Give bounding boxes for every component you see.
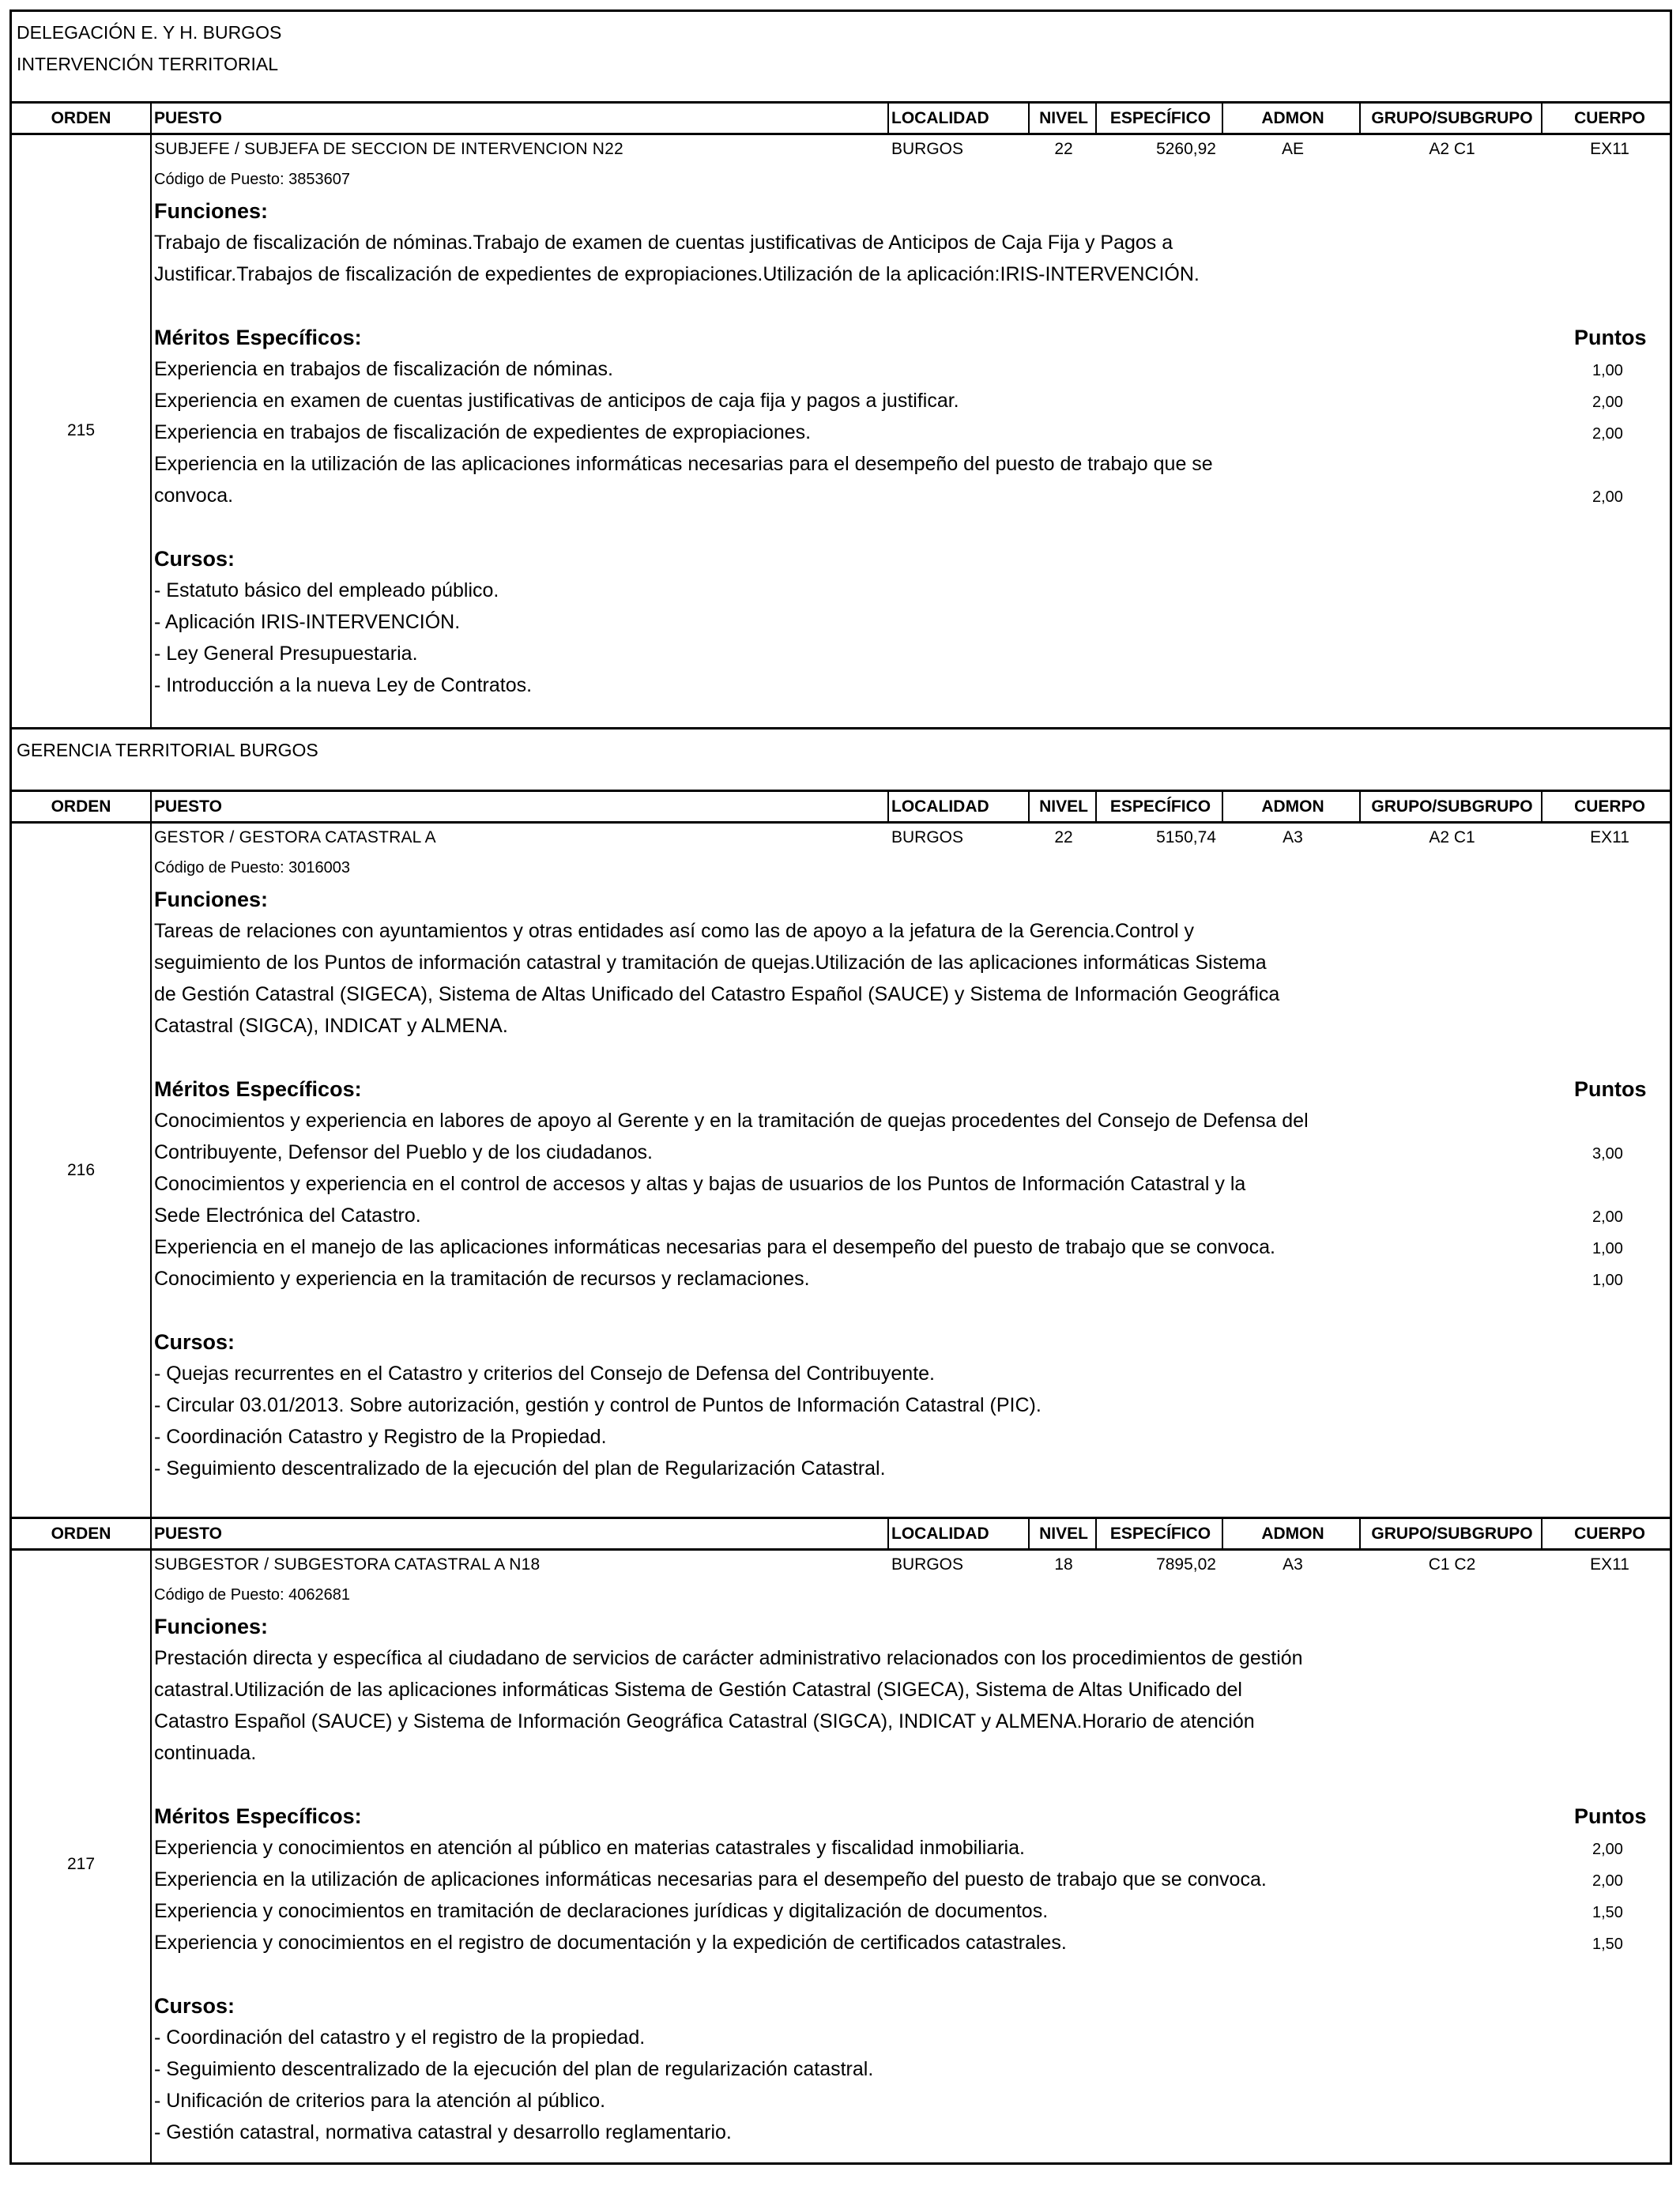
merito-text: Experiencia en trabajos de fiscalización de expedientes de expropiaciones.	[154, 421, 812, 443]
merito-line	[154, 1263, 1656, 1295]
unit-line: GERENCIA TERRITORIAL BURGOS	[17, 740, 318, 760]
merito-text: Sede Electrónica del Catastro.	[154, 1204, 421, 1227]
nivel: 18	[1054, 1555, 1073, 1574]
column-header-row	[12, 792, 1670, 824]
col-grupo: GRUPO/SUBGRUPO	[1371, 109, 1533, 127]
merito-line	[154, 1200, 1656, 1231]
cursos-title: Cursos:	[154, 1994, 235, 2018]
column-header-row	[12, 104, 1670, 135]
merito-line	[154, 353, 1656, 385]
puntos-label: Puntos	[1574, 1077, 1647, 1101]
merito-puntos: 2,00	[1592, 425, 1623, 443]
merito-line	[154, 1137, 1656, 1168]
merito-puntos: 2,00	[1592, 1208, 1623, 1226]
col-nivel: NIVEL	[1039, 797, 1088, 816]
unit-line: DELEGACIÓN E. Y H. BURGOS	[17, 22, 282, 43]
admon: A3	[1283, 1555, 1303, 1574]
codigo-puesto: Código de Puesto: 4062681	[154, 1586, 350, 1604]
orden-number: 215	[66, 421, 96, 439]
curso-line: - Ley General Presupuestaria.	[154, 643, 418, 665]
curso-line: - Aplicación IRIS-INTERVENCIÓN.	[154, 611, 461, 633]
grupo-subgrupo: C1 C2	[1428, 1555, 1476, 1574]
admon: AE	[1281, 140, 1304, 158]
cuerpo: EX11	[1590, 828, 1629, 846]
funciones-title: Funciones:	[154, 888, 269, 911]
grupo-subgrupo: A2 C1	[1429, 828, 1475, 846]
meritos-title	[154, 322, 1656, 353]
meritos-title	[154, 1073, 1656, 1105]
col-puesto: PUESTO	[154, 109, 222, 127]
funciones-title: Funciones:	[154, 1615, 269, 1638]
merito-line	[154, 1832, 1656, 1864]
curso-line: - Seguimiento descentralizado de la ejecución del plan de Regularización Catastral.	[154, 1457, 886, 1480]
merito-text: Experiencia en trabajos de fiscalización de nóminas.	[154, 358, 613, 380]
cuerpo: EX11	[1590, 140, 1629, 158]
funciones-line: Prestación directa y específica al ciudadano de servicios de carácter administrativo relacionados con los procedimientos de gestión	[154, 1647, 1303, 1669]
nivel: 22	[1054, 140, 1073, 158]
merito-text: Experiencia en el manejo de las aplicaciones informáticas necesarias para el desempeño del puesto de trabajo que se convoca.	[154, 1236, 1275, 1258]
cursos-title: Cursos:	[154, 547, 235, 571]
merito-text: Experiencia en la utilización de aplicaciones informáticas necesarias para el desempeño del puesto de trabajo que se convoca.	[154, 1868, 1267, 1891]
col-admon: ADMON	[1261, 797, 1324, 816]
merito-text: convoca.	[154, 484, 234, 507]
funciones-line: Justificar.Trabajos de fiscalización de expedientes de expropiaciones.Utilización de la aplicación:IRIS-INTERVENCIÓN.	[154, 263, 1200, 285]
curso-line: - Gestión catastral, normativa catastral y desarrollo reglamentario.	[154, 2121, 732, 2143]
merito-line	[154, 1105, 1656, 1137]
cuerpo: EX11	[1590, 1555, 1629, 1574]
merito-puntos: 1,50	[1592, 1904, 1623, 1921]
meritos-label: Méritos Específicos:	[154, 1077, 362, 1101]
especifico: 5260,92	[1156, 140, 1216, 158]
puesto-content	[154, 1551, 1656, 2148]
col-orden: ORDEN	[51, 797, 111, 816]
merito-line	[154, 1231, 1656, 1263]
merito-line	[154, 385, 1656, 417]
col-localidad: LOCALIDAD	[891, 109, 989, 127]
meritos-label: Méritos Específicos:	[154, 326, 362, 349]
merito-puntos: 1,50	[1592, 1936, 1623, 1953]
funciones-line: catastral.Utilización de las aplicaciones informáticas Sistema de Gestión Catastral (SIGECA), Sistema de Altas Unificado del	[154, 1679, 1242, 1701]
puesto-block	[12, 824, 1670, 1519]
merito-text: Conocimiento y experiencia en la tramitación de recursos y reclamaciones.	[154, 1268, 810, 1290]
codigo-puesto: Código de Puesto: 3853607	[154, 171, 350, 188]
merito-line	[154, 448, 1656, 480]
especifico: 7895,02	[1156, 1555, 1216, 1574]
puesto-row	[154, 824, 1656, 852]
col-admon: ADMON	[1261, 1525, 1324, 1543]
merito-line	[154, 480, 1656, 511]
merito-puntos: 1,00	[1592, 1240, 1623, 1257]
curso-line: - Quejas recurrentes en el Catastro y criterios del Consejo de Defensa del Contribuyente.	[154, 1363, 936, 1385]
merito-line	[154, 1895, 1656, 1927]
curso-line: - Estatuto básico del empleado público.	[154, 579, 499, 601]
merito-text: Experiencia en examen de cuentas justificativas de anticipos de caja fija y pagos a justificar.	[154, 390, 959, 412]
curso-line: - Circular 03.01/2013. Sobre autorización, gestión y control de Puntos de Información Catastral (PIC).	[154, 1394, 1042, 1416]
funciones-line: Catastro Español (SAUCE) y Sistema de Información Geográfica Catastral (SIGCA), INDICAT y ALMENA.Horario de atención	[154, 1710, 1255, 1732]
col-orden: ORDEN	[51, 1525, 111, 1543]
unit-header	[12, 729, 1670, 792]
col-puesto: PUESTO	[154, 1525, 222, 1543]
curso-line: - Coordinación del catastro y el registro de la propiedad.	[154, 2026, 646, 2049]
nivel: 22	[1054, 828, 1073, 846]
localidad: BURGOS	[891, 828, 964, 846]
col-localidad: LOCALIDAD	[891, 797, 989, 816]
merito-line	[154, 1927, 1656, 1958]
col-localidad: LOCALIDAD	[891, 1525, 989, 1543]
puntos-label: Puntos	[1574, 326, 1647, 349]
merito-puntos: 2,00	[1592, 1841, 1623, 1858]
funciones-line: Tareas de relaciones con ayuntamientos y otras entidades así como las de apoyo a la jefatura de la Gerencia.Control y	[154, 920, 1195, 942]
col-especifico: ESPECÍFICO	[1109, 1525, 1211, 1543]
orden-number: 217	[66, 1855, 96, 1873]
unit-line: INTERVENCIÓN TERRITORIAL	[17, 54, 279, 74]
col-cuerpo: CUERPO	[1574, 1525, 1645, 1543]
col-grupo: GRUPO/SUBGRUPO	[1371, 797, 1533, 816]
col-especifico: ESPECÍFICO	[1109, 797, 1211, 816]
puntos-label: Puntos	[1574, 1804, 1647, 1828]
col-admon: ADMON	[1261, 109, 1324, 127]
curso-line: - Seguimiento descentralizado de la ejecución del plan de regularización catastral.	[154, 2058, 874, 2080]
merito-text: Conocimientos y experiencia en labores de apoyo al Gerente y en la tramitación de quejas procedentes del Consejo de Defensa del	[154, 1110, 1309, 1132]
funciones-line: de Gestión Catastral (SIGECA), Sistema de Altas Unificado del Catastro Español (SAUCE) y Sistema de Información Geográfica	[154, 983, 1280, 1005]
meritos-label: Méritos Específicos:	[154, 1804, 362, 1828]
merito-text: Contribuyente, Defensor del Pueblo y de los ciudadanos.	[154, 1141, 653, 1163]
merito-text: Experiencia y conocimientos en tramitación de declaraciones jurídicas y digitalización de documentos.	[154, 1900, 1049, 1922]
funciones-line: continuada.	[154, 1742, 257, 1764]
col-grupo: GRUPO/SUBGRUPO	[1371, 1525, 1533, 1543]
localidad: BURGOS	[891, 1555, 964, 1574]
merito-puntos: 2,00	[1592, 394, 1623, 411]
puesto-block	[12, 135, 1670, 729]
merito-text: Conocimientos y experiencia en el control de accesos y altas y bajas de usuarios de los Puntos de Información Catastral y la	[154, 1173, 1246, 1195]
merito-puntos: 2,00	[1592, 1872, 1623, 1890]
admon: A3	[1283, 828, 1303, 846]
merito-puntos: 1,00	[1592, 1272, 1623, 1289]
col-orden: ORDEN	[51, 109, 111, 127]
cursos-title: Cursos:	[154, 1330, 235, 1354]
column-header-row	[12, 1519, 1670, 1551]
merito-text: Experiencia y conocimientos en atención al público en materias catastrales y fiscalidad inmobiliaria.	[154, 1837, 1025, 1859]
merito-text: Experiencia en la utilización de las aplicaciones informáticas necesarias para el desempeño del puesto de trabajo que se	[154, 453, 1213, 475]
merito-line	[154, 1168, 1656, 1200]
unit-header	[12, 12, 1670, 104]
curso-line: - Unificación de criterios para la atención al público.	[154, 2090, 606, 2112]
puesto-content	[154, 135, 1656, 701]
orden-number: 216	[66, 1161, 96, 1179]
funciones-line: seguimiento de los Puntos de información catastral y tramitación de quejas.Utilización de las aplicaciones informáticas Sistema	[154, 952, 1267, 974]
col-especifico: ESPECÍFICO	[1109, 109, 1211, 127]
document-page	[9, 9, 1672, 2165]
merito-puntos: 3,00	[1592, 1145, 1623, 1163]
col-cuerpo: CUERPO	[1574, 797, 1645, 816]
especifico: 5150,74	[1156, 828, 1216, 846]
puesto-content	[154, 824, 1656, 1484]
col-nivel: NIVEL	[1039, 1525, 1088, 1543]
curso-line: - Introducción a la nueva Ley de Contratos.	[154, 674, 533, 696]
curso-line: - Coordinación Catastro y Registro de la Propiedad.	[154, 1426, 607, 1448]
meritos-title	[154, 1800, 1656, 1832]
merito-puntos: 2,00	[1592, 488, 1623, 506]
puesto-row	[154, 1551, 1656, 1579]
grupo-subgrupo: A2 C1	[1429, 140, 1475, 158]
codigo-puesto: Código de Puesto: 3016003	[154, 859, 350, 876]
puesto-block	[12, 1551, 1670, 2165]
funciones-line: Catastral (SIGCA), INDICAT y ALMENA.	[154, 1015, 508, 1037]
col-puesto: PUESTO	[154, 797, 222, 816]
funciones-line: Trabajo de fiscalización de nóminas.Trabajo de examen de cuentas justificativas de Anticipos de Caja Fija y Pagos a	[154, 232, 1173, 254]
localidad: BURGOS	[891, 140, 964, 158]
merito-line	[154, 1864, 1656, 1895]
puesto-title: GESTOR / GESTORA CATASTRAL A	[154, 828, 436, 846]
merito-line	[154, 417, 1656, 448]
funciones-title: Funciones:	[154, 199, 269, 223]
merito-puntos: 1,00	[1592, 362, 1623, 379]
col-nivel: NIVEL	[1039, 109, 1088, 127]
col-cuerpo: CUERPO	[1574, 109, 1645, 127]
puesto-row	[154, 135, 1656, 164]
puesto-title: SUBGESTOR / SUBGESTORA CATASTRAL A N18	[154, 1555, 541, 1574]
puesto-title: SUBJEFE / SUBJEFA DE SECCION DE INTERVENCION N22	[154, 140, 623, 158]
merito-text: Experiencia y conocimientos en el registro de documentación y la expedición de certificados catastrales.	[154, 1932, 1067, 1954]
